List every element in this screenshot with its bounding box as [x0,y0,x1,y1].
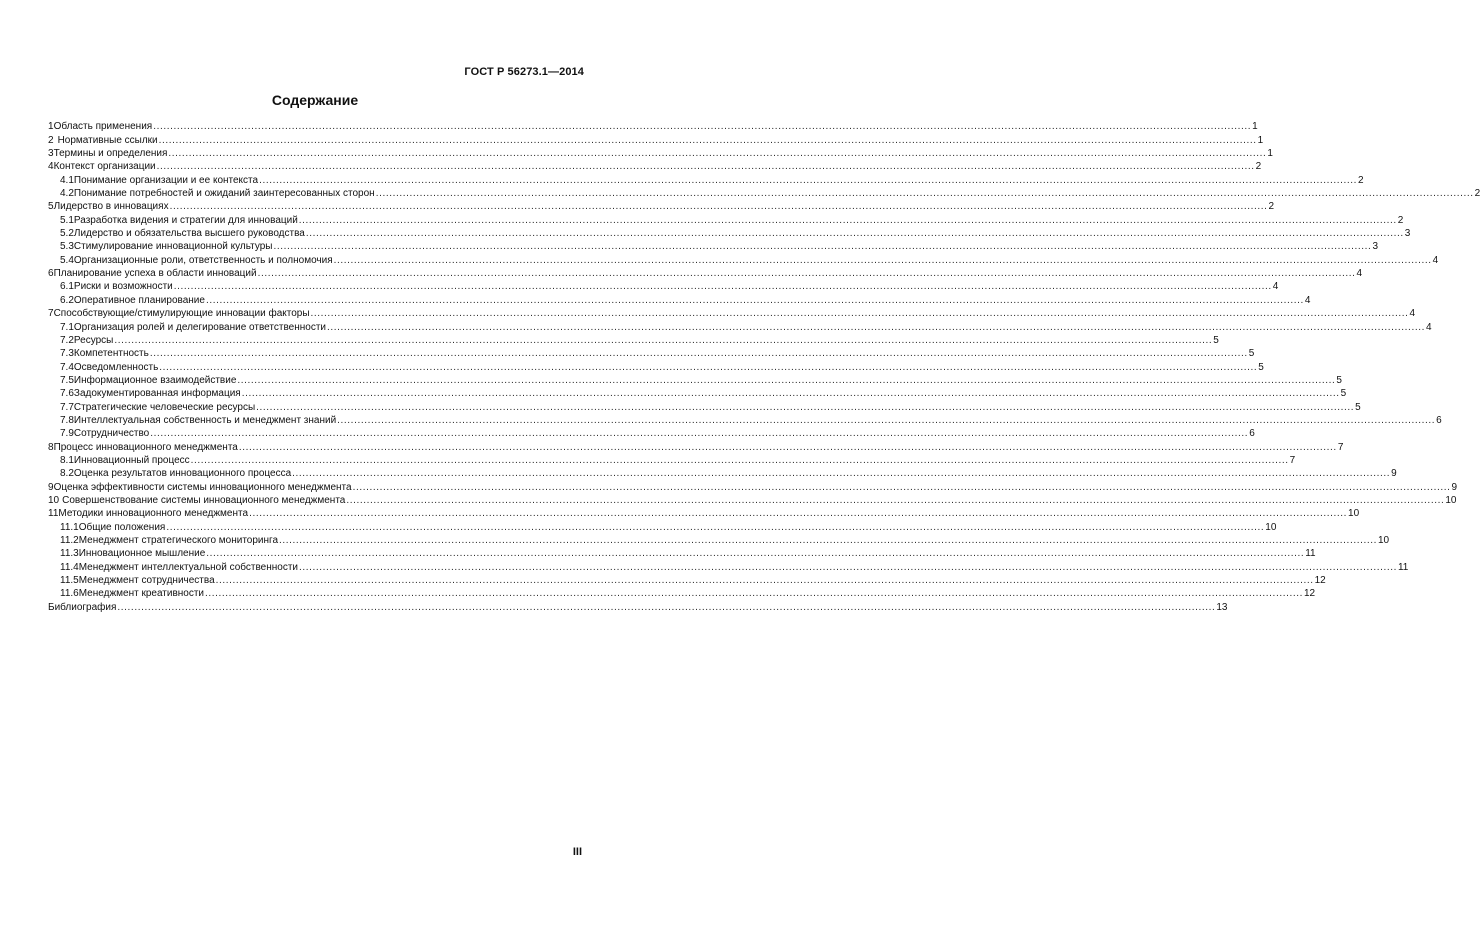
toc-entry[interactable] [48,547,1316,560]
toc-entry-number: 4 [48,161,54,173]
toc-dot-leader [170,201,1268,213]
toc-entry-title: Стратегические человеческие ресурсы [73,401,256,413]
toc-entry-number: 7.7 [60,401,74,413]
toc-entry-page: 4 [1409,308,1416,320]
toc-entry[interactable] [48,494,1457,507]
toc-entry[interactable] [48,213,1404,226]
toc-dot-leader [206,295,1304,307]
toc-entry[interactable] [48,187,1480,200]
toc-entry-page: 2 [1268,201,1275,213]
toc-entry-page: 7 [1337,441,1344,453]
toc-entry-title: Способствующие/стимулирующие инновации факторы [53,308,310,320]
toc-dot-leader [166,522,1264,534]
toc-dot-leader [327,322,1425,334]
toc-entry-title: Менеджмент креативности [78,588,205,600]
toc-dot-leader [346,495,1444,507]
toc-entry-title: Менеджмент интеллектуальной собственности [78,561,299,573]
toc-entry-page: 9 [1391,468,1397,480]
toc-entry[interactable] [48,200,1275,213]
toc-dot-leader [334,255,1432,267]
toc-entry-number: 2 [48,134,54,146]
toc-entry-number: 8.2 [60,468,74,480]
toc-entry-page: 6 [1436,414,1442,426]
toc-entry[interactable] [48,280,1279,293]
toc-entry-page: 5 [1355,401,1361,413]
toc-dot-leader [256,402,1354,414]
toc-entry[interactable] [48,227,1411,240]
toc-entry-number: 7.3 [60,348,74,360]
toc-entry-title: Компетентность [73,348,149,360]
toc-dot-leader [157,161,1255,173]
toc-entry-title: Процесс инновационного менеджмента [53,441,238,453]
toc-entry-title: Разработка видения и стратегии для инноваций [73,214,298,226]
toc-entry-number: 1 [48,121,54,133]
toc-dot-leader [153,121,1251,133]
toc-entry-number: 8 [48,441,54,453]
toc-entry[interactable] [48,414,1442,427]
toc-entry-number: 6 [48,268,54,280]
toc-entry-page: 10 [1445,494,1457,506]
toc-entry-page: 12 [1314,575,1326,587]
toc-entry-number: 11.5 [60,575,79,587]
toc-entry-page: 6 [1249,428,1255,440]
toc-dot-leader [299,562,1397,574]
toc-entry-title: Риски и возможности [73,281,173,293]
toc-entry-number: 7.9 [60,428,74,440]
toc-entry-page: 4 [1272,281,1279,293]
toc-dot-leader [150,428,1248,440]
toc-entry-title: Задокументированная информация [73,388,241,400]
toc-entry[interactable] [48,253,1439,266]
toc-entry-title: Планирование успеха в области инноваций [53,268,257,280]
toc-dot-leader [376,188,1474,200]
toc-entry[interactable] [48,587,1316,600]
toc-entry[interactable] [48,147,1273,160]
toc-entry-number: 11.6 [60,588,79,600]
toc-entry-title: Инновационный процесс [73,454,190,466]
toc-entry-title: Сотрудничество [73,428,150,440]
toc-entry-number: 11.1 [60,521,79,533]
toc-entry[interactable] [48,133,1264,146]
toc-entry-page: 1 [1257,134,1264,146]
toc-dot-leader [249,508,1347,520]
toc-entry-number: 5 [48,201,54,213]
toc-entry-page: 10 [1348,508,1360,520]
table-of-contents [48,120,1480,614]
toc-entry-number: 7.2 [60,334,74,346]
toc-entry-number: 7.5 [60,374,74,386]
toc-entry-number: 11.2 [60,535,79,546]
toc-dot-leader [279,535,1377,547]
toc-dot-leader [159,135,1257,147]
toc-dot-leader [242,388,1340,400]
toc-entry-page: 5 [1340,388,1347,400]
toc-entry-title: Понимание организации и ее контекста [73,174,259,186]
toc-entry-title: Понимание потребностей и ожиданий заинтересованных сторон [73,188,375,200]
toc-entry-page: 5 [1213,334,1219,346]
toc-entry-title: Интеллектуальная собственность и менеджмент знаний [73,414,337,426]
page-number-folio: III [572,846,582,858]
toc-entry-number: 5.3 [60,241,74,253]
toc-entry[interactable] [48,347,1255,360]
toc-entry-number: 4.2 [60,188,74,200]
toc-dot-leader [150,348,1248,360]
toc-entry-page: 10 [1265,521,1277,533]
toc-entry-title: Организация ролей и делегирование ответственности [73,321,326,333]
toc-entry[interactable] [48,173,1364,186]
toc-dot-leader [273,241,1371,253]
toc-entry[interactable] [48,387,1347,400]
toc-entry-page: 4 [1425,321,1432,333]
toc-dot-leader [299,215,1397,227]
toc-entry[interactable] [48,480,1458,493]
toc-entry-page: 11 [1397,561,1409,573]
toc-entry-title: Лидерство и обязательства высшего руководства [73,228,305,240]
toc-entry-number: 3 [48,148,54,160]
toc-entry-number: 7 [48,308,54,320]
toc-dot-leader [353,482,1451,494]
toc-entry-title: Ресурсы [73,334,114,346]
toc-entry-number: 9 [48,481,54,493]
toc-entry-title: Оперативное планирование [73,294,205,306]
toc-dot-leader [306,228,1404,240]
toc-entry-page: 2 [1397,214,1404,226]
toc-entry-title: Инновационное мышление [78,548,206,560]
toc-entry-number: 4.1 [60,174,74,186]
toc-dot-leader [216,575,1314,587]
toc-entry-title: Стимулирование инновационной культуры [73,241,273,253]
toc-entry[interactable] [48,267,1363,280]
toc-entry[interactable] [48,374,1342,387]
toc-entry[interactable] [48,467,1397,480]
toc-entry-number: 5.4 [60,254,74,266]
toc-entry-number: 5.1 [60,214,74,226]
toc-entry-page: 2 [1358,174,1364,186]
toc-entry-number: 11.4 [60,561,79,573]
page-title: Содержание [271,92,359,108]
toc-entry[interactable] [48,360,1264,373]
toc-entry-title: Оценка эффективности системы инновационного менеджмента [53,481,352,493]
toc-entry-number: 8.1 [60,454,74,466]
toc-entry[interactable] [48,160,1262,173]
toc-entry-title: Область применения [53,121,153,133]
toc-entry[interactable] [48,454,1296,467]
toc-dot-leader [237,375,1335,387]
toc-entry[interactable] [48,334,1219,347]
toc-entry[interactable] [48,427,1255,440]
toc-entry-page: 12 [1303,588,1316,600]
toc-entry[interactable] [48,560,1409,573]
toc-dot-leader [168,148,1266,160]
toc-entry-number: 10 [48,494,60,506]
toc-dot-leader [239,442,1337,454]
toc-entry-title: Методики инновационного менеджмента [58,508,249,520]
toc-entry-page: 7 [1289,454,1296,466]
toc-dot-leader [258,268,1356,280]
toc-entry[interactable] [48,120,1258,133]
toc-entry[interactable] [48,240,1378,253]
toc-entry-title: Осведомленность [73,361,159,373]
toc-dot-leader [117,602,1215,614]
toc-entry[interactable] [48,574,1326,587]
toc-entry-title: Общие положения [78,521,166,533]
toc-entry[interactable] [48,600,1228,613]
toc-entry-title: Контекст организации [53,161,156,173]
toc-entry-number: 11 [48,508,59,520]
toc-entry[interactable] [48,400,1361,413]
toc-entry-title: Библиография [48,601,117,613]
toc-entry-title: Менеджмент стратегического мониторинга [78,535,279,546]
toc-dot-leader [114,335,1212,347]
toc-entry-title: Информационное взаимодействие [73,374,237,386]
toc-entry-page: 2 [1474,188,1480,200]
toc-entry[interactable] [48,440,1344,453]
toc-entry-number: 6.2 [60,294,74,306]
toc-entry-page: 5 [1248,348,1255,360]
toc-entry-page: 9 [1451,481,1458,493]
toc-entry-page: 10 [1377,535,1390,546]
toc-entry-title: Лидерство в инновациях [53,201,169,213]
toc-entry-title: Совершенствование системы инновационного менеджмента [62,494,346,506]
toc-dot-leader [174,281,1272,293]
toc-entry-page: 1 [1252,121,1258,133]
toc-entry[interactable] [48,320,1432,333]
toc-entry[interactable] [48,534,1390,547]
toc-entry-title: Организационные роли, ответственность и полномочия [73,254,333,266]
toc-entry[interactable] [48,293,1311,306]
toc-entry-page: 11 [1305,548,1316,560]
toc-entry-title: Термины и определения [53,148,168,160]
toc-dot-leader [259,175,1357,187]
toc-dot-leader [191,455,1289,467]
toc-entry-title: Менеджмент сотрудничества [78,575,215,587]
toc-entry-page: 4 [1356,268,1363,280]
toc-entry-number: 7.1 [60,321,74,333]
toc-entry-number: 7.8 [60,414,74,426]
document-header: ГОСТ Р 56273.1—2014 [464,66,584,78]
toc-entry-page: 3 [1372,241,1378,253]
toc-entry-page: 5 [1336,374,1342,386]
toc-entry-number: 7.4 [60,361,74,373]
toc-entry-page: 4 [1304,294,1311,306]
toc-entry-page: 1 [1267,148,1273,160]
toc-dot-leader [292,468,1390,480]
toc-entry-title: Нормативные ссылки [57,134,158,146]
toc-entry-page: 3 [1404,228,1411,240]
toc-entry-page: 2 [1255,161,1262,173]
toc-entry[interactable] [48,507,1360,520]
toc-dot-leader [205,588,1303,600]
toc-entry-page: 13 [1216,601,1228,613]
toc-entry-page: 5 [1258,361,1264,373]
toc-entry[interactable] [48,520,1277,533]
toc-dot-leader [311,308,1409,320]
toc-entry-number: 6.1 [60,281,74,293]
toc-entry-number: 7.6 [60,388,74,400]
toc-dot-leader [206,548,1304,560]
toc-entry-page: 4 [1432,254,1439,266]
toc-dot-leader [159,362,1257,374]
toc-entry[interactable] [48,307,1416,320]
toc-entry-title: Оценка результатов инновационного процесса [73,468,292,480]
toc-entry-number: 5.2 [60,228,74,240]
toc-dot-leader [337,415,1435,427]
toc-entry-number: 11.3 [60,548,79,560]
